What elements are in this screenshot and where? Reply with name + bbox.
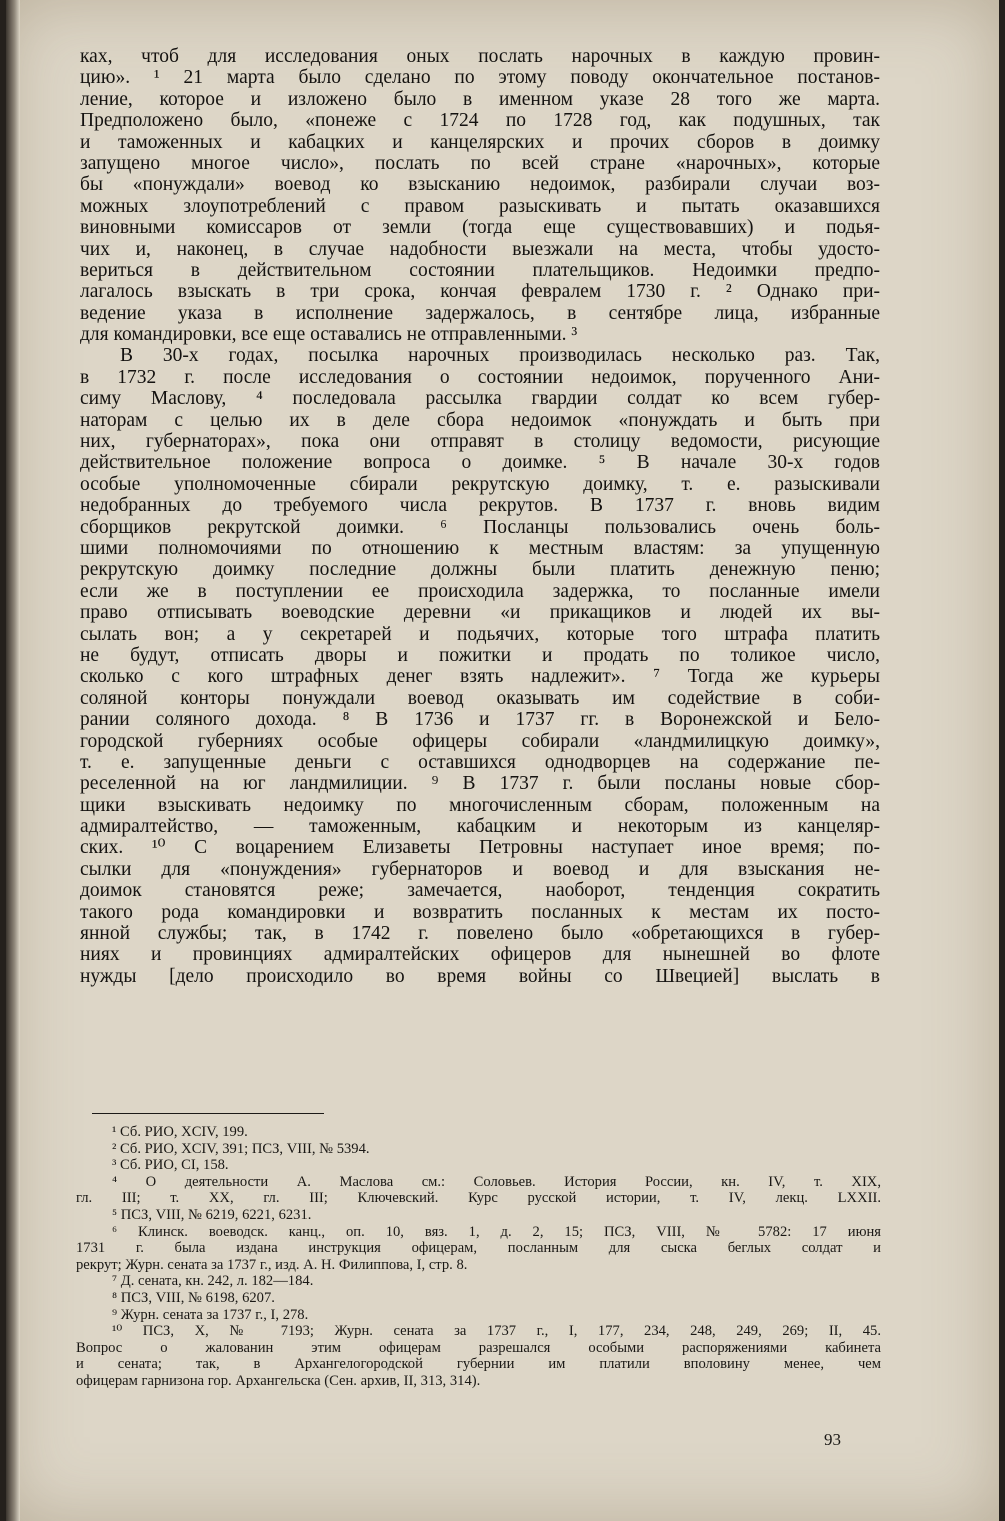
text-line: если же в поступлении ее происходила задержка, то посланные имели	[80, 580, 880, 602]
text-line: в 1732 г. после исследования о состоянии недоимок, порученного Ани-	[80, 366, 880, 388]
paragraph-start-line: В 30-х годах, посылка нарочных производилась несколько раз. Так,	[120, 345, 880, 367]
text-line: для командировки, все еще оставались не отправленными. ³	[80, 324, 578, 346]
text-line: шими полномочиями по отношению к местным властям: за упущенную	[80, 537, 880, 559]
text-line: ских. ¹⁰ С воцарением Елизаветы Петровны наступает иное время; по-	[80, 837, 880, 859]
footnote-separator-rule	[92, 1113, 324, 1114]
text-line: янной службы; так, в 1742 г. повелено было «обретающихся в губер-	[80, 923, 880, 945]
text-line: можных злоупотреблений с правом разыскивать и пытать оказавшихся	[80, 195, 880, 217]
text-line: ках, чтоб для исследования оных послать нарочных в каждую провин-	[80, 46, 880, 67]
text-line: городской губерниях особые офицеры собирали «ландмилицкую доимку»,	[80, 730, 880, 752]
text-line: сылки для «понуждения» губернаторов и воевод и для взыскания не-	[80, 858, 880, 880]
text-line: т. е. запущенные деньги с оставшихся однодворцев на содержание пе-	[80, 751, 880, 773]
page-number: 93	[824, 1430, 841, 1449]
text-line: ниях и провинциях адмиралтейских офицеров для нынешней во флоте	[80, 944, 880, 966]
text-line: лагалось взыскать в три срока, кончая февралем 1730 г. ² Однако при-	[80, 281, 880, 303]
text-line: вериться в действительном состоянии плательщиков. Недоимки предпо-	[80, 259, 880, 281]
main-text-body	[80, 46, 880, 987]
text-line: особые уполномоченные сбирали рекрутскую доимку, т. е. разыскивали	[80, 473, 880, 495]
text-line: бы «понуждали» воевод ко взысканию недоимок, разбирали случаи воз-	[80, 174, 880, 196]
footnote-line: офицерам гарнизона гор. Архангельска (Сен. архив, II, 313, 314).	[76, 1372, 481, 1389]
footnote-line: 1731 г. была издана инструкция офицерам, посланным для сыска беглых солдат и	[76, 1240, 881, 1257]
text-line: рекрутскую доимку последние должны были платить денежную пеню;	[80, 559, 880, 581]
text-line: цию». ¹ 21 марта было сделано по этому поводу окончательное постанов-	[80, 67, 880, 89]
footnote-line: ⁸ ПСЗ, VIII, № 6198, 6207.	[112, 1289, 275, 1306]
footnote-line: ⁷ Д. сената, кн. 242, л. 182—184.	[112, 1273, 314, 1290]
text-line: недобранных до требуемого числа рекрутов. В 1737 г. вновь видим	[80, 495, 880, 517]
footnote-line: гл. III; т. XX, гл. III; Ключевский. Курс русской истории, т. IV, лекц. LXXII.	[76, 1190, 881, 1207]
text-line: реселенной на юг ландмилиции. ⁹ В 1737 г. были посланы новые сбор-	[80, 773, 880, 795]
text-line: доимок становятся реже; замечается, наоборот, тенденция сократить	[80, 880, 880, 902]
text-line: сколько с кого штрафных денег взять надлежит». ⁷ Тогда же курьеры	[80, 666, 880, 688]
footnote-line: Вопрос о жалованин этим офицерам разрешался особыми распоряжениями кабинета	[76, 1339, 881, 1356]
text-line: виновными комиссаров от земли (тогда еще существовавших) и подья-	[80, 217, 880, 239]
footnote-line: ² Сб. РИО, XCIV, 391; ПСЗ, VIII, № 5394.	[112, 1140, 370, 1157]
text-line: соляной конторы понуждали воевод оказывать им содействие в соби-	[80, 687, 880, 709]
footnote-line: ⁶ Клинск. воеводск. канц., оп. 10, вяз. 1, д. 2, 15; ПСЗ, VIII, № 5782: 17 июня	[112, 1223, 881, 1240]
text-line: щики взыскивать недоимку по многочисленным сборам, положенным на	[80, 794, 880, 816]
text-line: наторам с целью их в деле сбора недоимок «понуждать и быть при	[80, 409, 880, 431]
footnote-line: ³ Сб. РИО, CI, 158.	[112, 1157, 229, 1174]
footnote-line: ¹ Сб. РИО, XCIV, 199.	[112, 1124, 248, 1140]
text-line: рании соляного дохода. ⁸ В 1736 и 1737 гг. в Воронежской и Бело-	[80, 709, 880, 731]
footnote-line: ¹⁰ ПСЗ, X, № 7193; Журн. сената за 1737 г., I, 177, 234, 248, 249, 269; II, 45.	[112, 1323, 881, 1340]
book-page	[6, 0, 999, 1521]
text-line: них, губернаторах», пока они отправят в столицу ведомости, рисующие	[80, 431, 880, 453]
text-line: не будут, отписать дворы и пожитки и продать по толикое число,	[80, 644, 880, 666]
footnotes-section	[76, 1124, 881, 1390]
text-line: сборщиков рекрутской доимки. ⁶ Посланцы пользовались очень боль-	[80, 516, 880, 538]
text-line: право отписывать воеводские деревни «и прикащиков и людей их вы-	[80, 602, 880, 624]
text-line: ление, которое и изложено было в именном указе 28 того же марта.	[80, 88, 880, 110]
footnote-line: ⁴ О деятельности А. Маслова см.: Соловьев. История России, кн. IV, т. XIX,	[112, 1173, 881, 1190]
page-gutter-shadow	[6, 0, 20, 1521]
footnote-line: ⁵ ПСЗ, VIII, № 6219, 6221, 6231.	[112, 1206, 312, 1223]
footnote-line: ⁹ Журн. сената за 1737 г., I, 278.	[112, 1306, 309, 1323]
text-line: адмиралтейство, — таможенным, кабацким и некоторым из канцеляр-	[80, 816, 880, 838]
text-line: ведение указа в исполнение задержалось, в сентябре лица, избранные	[80, 302, 880, 324]
text-line: симу Маслову, ⁴ последовала рассылка гвардии солдат ко всем губер-	[80, 388, 880, 410]
text-line: такого рода командировки и возвратить посланных к местам их посто-	[80, 901, 880, 923]
text-line: сылать вон; а у секретарей и подьячих, которые того штрафа платить	[80, 623, 880, 645]
footnote-line: и сената; так, в Архангелогородской губернии им платили вполовину менее, чем	[76, 1356, 881, 1373]
footnote-line: рекрут; Журн. сената за 1737 г., изд. А. Н. Филиппова, I, стр. 8.	[76, 1256, 468, 1273]
text-line: запущено многое число», послать по всей стране «нарочных», которые	[80, 152, 880, 174]
text-line: действительное положение вопроса о доимке. ⁵ В начале 30-х годов	[80, 452, 880, 474]
text-line: Предположено было, «понеже с 1724 по 1728 год, как подушных, так	[80, 110, 880, 132]
text-line: нужды [дело происходило во время войны со Швецией] выслать в	[80, 965, 880, 987]
text-line: и таможенных и кабацких и канцелярских и прочих сборов в доимку	[80, 131, 880, 153]
text-line: чих и, наконец, в случае надобности выезжали на места, чтобы удосто-	[80, 238, 880, 260]
